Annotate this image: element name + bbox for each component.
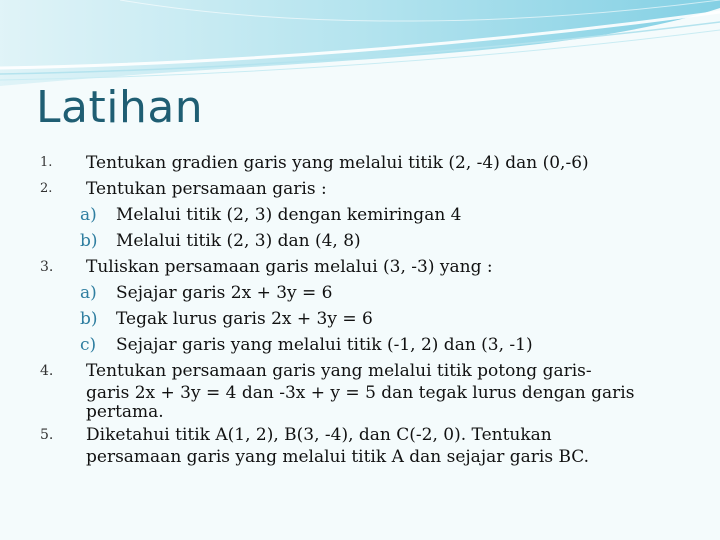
item-number: 2. [40,181,53,196]
item-number: 3. [40,259,54,275]
sub-item [0,202,720,228]
sub-item-text: Melalui titik (2, 3) dengan kemiringan 4 [116,205,462,225]
item-text-line: garis 2x + 3y = 4 dan -3x + y = 5 dan tegak lurus dengan garis [86,383,635,403]
sub-item-letter: b) [80,231,98,251]
item-text: Tentukan gradien garis yang melalui titik (2, -4) dan (0,-6) [86,153,589,173]
sub-item-letter: b) [80,309,98,329]
item-text-line: pertama. [86,402,164,422]
decorative-wave-banner [0,0,720,90]
slide-title: Latihan [36,82,204,133]
sub-item-text: Tegak lurus garis 2x + 3y = 6 [116,309,373,329]
item-text: Tuliskan persamaan garis melalui (3, -3) yang : [86,257,493,277]
list-item [0,150,720,176]
sub-item [0,280,720,306]
item-number: 1. [40,155,53,170]
item-number: 5. [40,427,54,443]
item-text-line: Tentukan persamaan garis yang melalui titik potong garis- [86,361,592,381]
sub-item-letter: a) [80,283,97,303]
item-text-line: Diketahui titik A(1, 2), B(3, -4), dan C(-2, 0). Tentukan [86,425,552,445]
sub-item-letter: a) [80,205,97,225]
sub-item-letter: c) [80,335,97,355]
item-text-line: persamaan garis yang melalui titik A dan sejajar garis BC. [86,447,590,467]
item-number: 4. [40,363,54,379]
exercise-list [0,150,720,467]
sub-item-text: Melalui titik (2, 3) dan (4, 8) [116,231,361,251]
sub-item-text: Sejajar garis 2x + 3y = 6 [116,283,333,303]
sub-item [0,228,720,254]
sub-item [0,332,720,358]
sub-item [0,306,720,332]
item-text: Tentukan persamaan garis : [86,179,327,199]
list-item [0,422,720,448]
sub-item-text: Sejajar garis yang melalui titik (-1, 2) dan (3, -1) [116,335,533,355]
list-item [0,176,720,202]
list-item [0,358,720,384]
list-item [0,254,720,280]
